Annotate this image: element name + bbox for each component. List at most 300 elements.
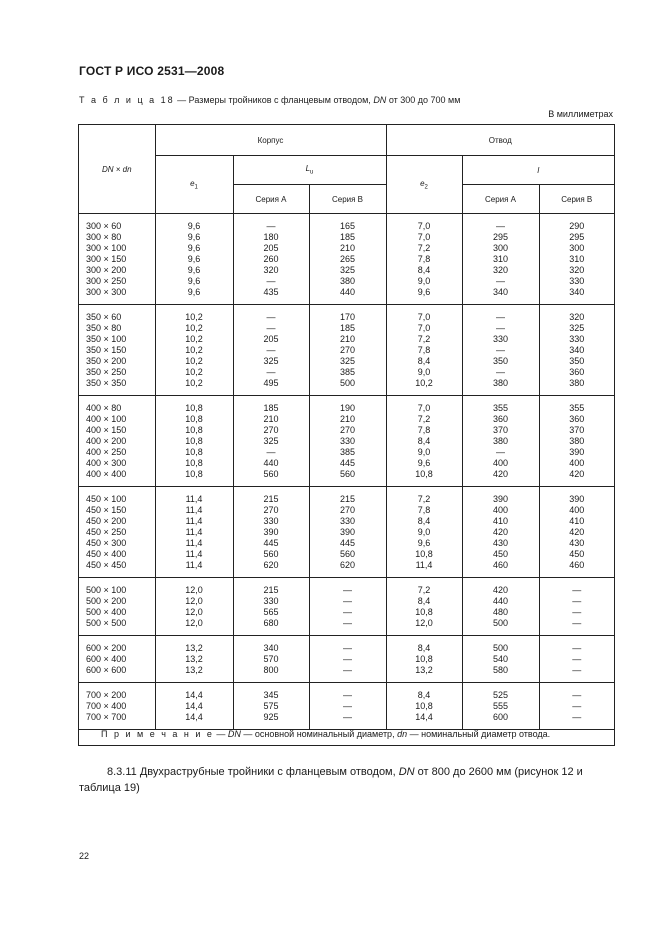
table-cell: 11,4 (386, 560, 462, 578)
table-cell: 445 (309, 538, 386, 549)
table-cell: 270 (309, 345, 386, 356)
table-cell: 385 (309, 367, 386, 378)
table-cell: 215 (309, 487, 386, 506)
table-cell: 370 (462, 425, 539, 436)
table-cell: 7,2 (386, 334, 462, 345)
table-cell: 450 × 300 (86, 538, 127, 548)
table-cell: 400 × 250 (86, 447, 127, 457)
table-cell: 7,2 (386, 414, 462, 425)
table-cell: 380 (539, 378, 614, 396)
table-cell: 385 (309, 447, 386, 458)
table-cell: 400 (539, 505, 614, 516)
table-cell: — (233, 214, 309, 233)
table-cell: 11,4 (155, 560, 233, 578)
table-row (79, 607, 614, 618)
table-cell: 210 (309, 414, 386, 425)
table-row (79, 356, 614, 367)
table-cell: 7,8 (386, 254, 462, 265)
table-cell: 14,4 (155, 701, 233, 712)
table-cell: 10,8 (155, 458, 233, 469)
table-cell: 300 (539, 243, 614, 254)
table-cell: 355 (462, 396, 539, 415)
table-cell: 320 (539, 305, 614, 324)
table-cell: 10,8 (386, 701, 462, 712)
table-cell: 190 (309, 396, 386, 415)
table-cell: 10,2 (155, 305, 233, 324)
table-cell: 500 × 400 (86, 607, 127, 617)
table-label: Т а б л и ц а 18 (79, 95, 175, 105)
table-cell: 11,4 (155, 487, 233, 506)
table-cell: 600 × 200 (86, 643, 127, 653)
table-cell: 500 × 500 (79, 618, 155, 636)
head-l: l (462, 156, 614, 185)
table-cell: 390 (539, 447, 614, 458)
table-cell: 10,8 (155, 396, 233, 415)
table-cell: 575 (233, 701, 309, 712)
table-cell: 500 (462, 636, 539, 655)
table-cell: 700 × 400 (86, 701, 127, 711)
table-cell: 400 × 400 (79, 469, 155, 487)
table-cell: 330 (462, 334, 539, 345)
table-row (79, 487, 614, 506)
table-cell: 680 (233, 618, 309, 636)
table-row (79, 334, 614, 345)
table-cell: 210 (309, 334, 386, 345)
table-cell: 180 (233, 232, 309, 243)
table-cell: 10,2 (155, 345, 233, 356)
table-row (79, 527, 614, 538)
table-cell: 360 (462, 414, 539, 425)
table-cell: — (309, 596, 386, 607)
table-cell: 8,4 (386, 265, 462, 276)
table-row (79, 214, 614, 233)
table-cell: 400 (539, 458, 614, 469)
table-row (79, 425, 614, 436)
table-row (79, 683, 614, 702)
table-cell: 325 (539, 323, 614, 334)
table-cell: 620 (233, 560, 309, 578)
table-cell: 430 (539, 538, 614, 549)
table-cell: 450 × 200 (86, 516, 127, 526)
table-cell: 350 × 250 (86, 367, 127, 377)
table-cell: 560 (233, 549, 309, 560)
table-cell: 10,8 (155, 436, 233, 447)
table-cell: 620 (309, 560, 386, 578)
table-cell: 205 (233, 334, 309, 345)
table-row (79, 232, 614, 243)
units-label: В миллиметрах (548, 109, 613, 119)
table-cell: 12,0 (155, 618, 233, 636)
table-row (79, 636, 614, 655)
table-cell: 11,4 (155, 527, 233, 538)
table-cell: 330 (233, 516, 309, 527)
table-cell: 9,6 (155, 276, 233, 287)
table-cell: 10,8 (155, 425, 233, 436)
table-cell: 7,0 (386, 323, 462, 334)
table-cell: 390 (233, 527, 309, 538)
table-cell: — (309, 712, 386, 730)
table-cell: 420 (462, 527, 539, 538)
table-cell: 420 (462, 469, 539, 487)
table-cell: — (233, 447, 309, 458)
table-cell: — (462, 214, 539, 233)
table-cell: 295 (462, 232, 539, 243)
table-row (79, 378, 614, 396)
table-cell: 500 (462, 618, 539, 636)
table-cell: 11,4 (155, 516, 233, 527)
table-cell: 500 (309, 378, 386, 396)
table-row (79, 596, 614, 607)
table-row (79, 305, 614, 324)
table-cell: — (539, 665, 614, 683)
table-cell: 360 (539, 414, 614, 425)
table-cell: 7,2 (386, 243, 462, 254)
table-cell: 380 (309, 276, 386, 287)
table-cell: — (309, 578, 386, 597)
table-cell: 345 (233, 683, 309, 702)
table-cell: — (233, 305, 309, 324)
table-cell: 9,0 (386, 527, 462, 538)
note-dn: DN (227, 729, 241, 739)
table-cell: 8,4 (386, 516, 462, 527)
table-cell: 9,6 (386, 287, 462, 305)
table-cell: — (233, 323, 309, 334)
table-cell: 7,2 (386, 487, 462, 506)
table-cell: 9,0 (386, 447, 462, 458)
table-cell: 435 (233, 287, 309, 305)
table-cell: 800 (233, 665, 309, 683)
table-cell: 560 (309, 469, 386, 487)
table-cell: — (539, 578, 614, 597)
head-e1: $e_1$ (155, 156, 233, 214)
table-cell: — (539, 712, 614, 730)
table-cell: 9,0 (386, 367, 462, 378)
row-group (79, 578, 614, 636)
row-group (79, 396, 614, 487)
table-title-text-1: — Размеры тройников с фланцевым отводом, (174, 95, 374, 105)
note-label: П р и м е ч а н и е (101, 729, 214, 739)
head-branch: Отвод (386, 125, 614, 156)
table-cell: 12,0 (155, 578, 233, 597)
table-cell: 7,8 (386, 505, 462, 516)
note-dash: — (213, 729, 228, 739)
paragraph-dn: DN (398, 766, 415, 778)
table-cell: 310 (539, 254, 614, 265)
table-cell: 440 (233, 458, 309, 469)
table-cell: 400 × 80 (86, 403, 122, 413)
table-cell: 13,2 (155, 665, 233, 683)
table-row (79, 447, 614, 458)
table-cell: 12,0 (386, 618, 462, 636)
table-cell: — (539, 596, 614, 607)
table-cell: 445 (233, 538, 309, 549)
table-cell: 270 (309, 425, 386, 436)
table-cell: 10,8 (386, 469, 462, 487)
table-cell: 300 × 150 (86, 254, 127, 264)
table-cell: 440 (309, 287, 386, 305)
table-cell: 7,8 (386, 425, 462, 436)
table-cell: — (462, 345, 539, 356)
table-cell: 450 (462, 549, 539, 560)
table-cell: 10,2 (155, 367, 233, 378)
table-cell: 290 (539, 214, 614, 233)
table-cell: 350 (462, 356, 539, 367)
table-cell: 480 (462, 607, 539, 618)
table-cell: 340 (233, 636, 309, 655)
table-cell: 600 × 400 (86, 654, 127, 664)
table-row (79, 701, 614, 712)
table-cell: 9,6 (155, 287, 233, 305)
head-l-series-a: Серия А (462, 185, 539, 214)
table-row (79, 469, 614, 487)
table-cell: 400 (462, 458, 539, 469)
table-cell: 8,4 (386, 683, 462, 702)
table-title-dn: DN (373, 95, 387, 105)
table-cell: 570 (233, 654, 309, 665)
table-cell: 390 (539, 487, 614, 506)
table-cell: — (539, 636, 614, 655)
table-cell: — (309, 607, 386, 618)
table-cell: 10,2 (155, 334, 233, 345)
table-cell: 10,2 (155, 323, 233, 334)
table-cell: 350 × 350 (79, 378, 155, 396)
table-cell: 185 (309, 323, 386, 334)
table-cell: 450 × 450 (79, 560, 155, 578)
table-cell: 300 × 250 (86, 276, 127, 286)
table-row (79, 323, 614, 334)
table-cell: — (233, 345, 309, 356)
table-cell: 9,6 (155, 232, 233, 243)
table-cell: 450 × 150 (86, 505, 127, 515)
table-cell: 270 (309, 505, 386, 516)
table-cell: 350 (539, 356, 614, 367)
table-row (79, 549, 614, 560)
table-title-text-2: от 300 до 700 мм (386, 95, 461, 105)
table-row (79, 578, 614, 597)
standard-header: ГОСТ Р ИСО 2531—2008 (79, 64, 225, 78)
row-group (79, 636, 614, 683)
table-cell: 185 (309, 232, 386, 243)
table-cell: 360 (539, 367, 614, 378)
table-cell: 420 (462, 578, 539, 597)
table-cell: — (539, 701, 614, 712)
table-cell: 410 (539, 516, 614, 527)
table-cell: — (539, 607, 614, 618)
table-row (79, 414, 614, 425)
table-cell: 390 (462, 487, 539, 506)
table-cell: 300 (462, 243, 539, 254)
row-group (79, 487, 614, 578)
table-cell: 9,6 (386, 458, 462, 469)
table-cell: 370 (539, 425, 614, 436)
table-cell: 580 (462, 665, 539, 683)
note-text-1: — основной номинальный диаметр, (240, 729, 398, 739)
table-cell: 700 × 700 (79, 712, 155, 730)
table-cell: 495 (233, 378, 309, 396)
table-cell: — (539, 618, 614, 636)
table-cell: 8,4 (386, 356, 462, 367)
table-cell: 350 × 100 (86, 334, 127, 344)
table-cell: 260 (233, 254, 309, 265)
table-cell: 210 (233, 414, 309, 425)
table-row (79, 436, 614, 447)
table-row (79, 618, 614, 636)
table-cell: 320 (539, 265, 614, 276)
table-cell: 330 (539, 276, 614, 287)
table-cell: 165 (309, 214, 386, 233)
table-row (79, 538, 614, 549)
table-cell: 270 (233, 425, 309, 436)
table-cell: 7,0 (386, 214, 462, 233)
table-cell: 9,6 (155, 254, 233, 265)
head-l-series-b: Серия В (539, 185, 614, 214)
table-cell: 460 (462, 560, 539, 578)
table-cell: — (309, 636, 386, 655)
table-cell: 400 × 200 (86, 436, 127, 446)
table-cell: 330 (309, 516, 386, 527)
table-row (79, 287, 614, 305)
head-e2: $e_2$ (386, 156, 462, 214)
table-cell: 540 (462, 654, 539, 665)
row-group (79, 305, 614, 396)
table-title (79, 95, 460, 105)
table-cell: 9,6 (155, 243, 233, 254)
table-note (78, 725, 615, 746)
table-cell: 330 (309, 436, 386, 447)
table-cell: 14,4 (386, 712, 462, 730)
table-cell: 420 (539, 527, 614, 538)
table-row (79, 654, 614, 665)
table-cell: 205 (233, 243, 309, 254)
paragraph-text-2: от 800 до 2600 мм (рисунок 12 и таблица 19) (79, 766, 583, 794)
table-cell: 325 (309, 265, 386, 276)
table-row (79, 243, 614, 254)
table-row (79, 396, 614, 415)
head-lu: $L_u$ (233, 156, 386, 185)
table-cell: 10,8 (386, 607, 462, 618)
table-cell: 12,0 (155, 607, 233, 618)
table-cell: 560 (233, 469, 309, 487)
table-row (79, 276, 614, 287)
table-row (79, 367, 614, 378)
table-cell: 10,2 (155, 378, 233, 396)
table-cell: 8,4 (386, 636, 462, 655)
head-dn-dn: DN × dn (79, 125, 155, 214)
table-cell: — (309, 618, 386, 636)
table-cell: 265 (309, 254, 386, 265)
table-cell: — (462, 323, 539, 334)
section-paragraph (79, 764, 615, 796)
table-cell: 400 × 300 (86, 458, 127, 468)
table-cell: 460 (539, 560, 614, 578)
table-cell: 300 × 60 (86, 221, 122, 231)
table-cell: 7,0 (386, 232, 462, 243)
row-group (79, 683, 614, 730)
table-cell: 215 (233, 487, 309, 506)
head-lu-series-a: Серия А (233, 185, 309, 214)
table-cell: 410 (462, 516, 539, 527)
table-cell: 925 (233, 712, 309, 730)
page-number: 22 (79, 851, 90, 861)
table-cell: — (462, 447, 539, 458)
table-cell: — (462, 305, 539, 324)
table-cell: 10,8 (155, 447, 233, 458)
table-row (79, 265, 614, 276)
table-cell: 445 (309, 458, 386, 469)
table-cell: 600 × 600 (79, 665, 155, 683)
table-cell: 11,4 (155, 549, 233, 560)
row-group (79, 214, 614, 305)
table-cell: 400 × 100 (86, 414, 127, 424)
table-cell: 13,2 (386, 665, 462, 683)
table-cell: 300 × 100 (86, 243, 127, 253)
table-cell: 170 (309, 305, 386, 324)
table-cell: 440 (462, 596, 539, 607)
table-cell: 450 × 100 (86, 494, 127, 504)
table-cell: 320 (233, 265, 309, 276)
table-cell: 380 (462, 378, 539, 396)
table-cell: 500 × 200 (86, 596, 127, 606)
table-cell: 390 (309, 527, 386, 538)
table-cell: 380 (539, 436, 614, 447)
table-cell: 340 (462, 287, 539, 305)
table-cell: — (309, 701, 386, 712)
table-cell: 400 × 150 (86, 425, 127, 435)
head-body: Корпус (155, 125, 386, 156)
table-row (79, 665, 614, 683)
table-cell: 565 (233, 607, 309, 618)
table-row (79, 458, 614, 469)
table-row (79, 560, 614, 578)
table-cell: 8,4 (386, 596, 462, 607)
table-cell: 310 (462, 254, 539, 265)
table-row (79, 516, 614, 527)
table-cell: — (539, 654, 614, 665)
table-cell: 380 (462, 436, 539, 447)
table-cell: 13,2 (155, 636, 233, 655)
table-row (79, 345, 614, 356)
table-cell: — (539, 683, 614, 702)
table-cell: 350 × 150 (86, 345, 127, 355)
table-row (79, 505, 614, 516)
note-text-2: — номинальный диаметр отвода. (407, 729, 551, 739)
table-cell: 9,0 (386, 276, 462, 287)
table-cell: — (309, 665, 386, 683)
table-cell: 10,2 (386, 378, 462, 396)
table-cell: 325 (309, 356, 386, 367)
table-cell: 9,6 (155, 214, 233, 233)
table-cell: 400 (462, 505, 539, 516)
table-cell: 7,0 (386, 305, 462, 324)
table-cell: 420 (539, 469, 614, 487)
table-cell: 500 × 100 (86, 585, 127, 595)
table-cell: — (233, 276, 309, 287)
table-cell: — (309, 683, 386, 702)
table-cell: 700 × 200 (86, 690, 127, 700)
table-cell: 350 × 60 (86, 312, 122, 322)
table-cell: 325 (233, 436, 309, 447)
table-cell: 12,0 (155, 596, 233, 607)
dimensions-table (78, 124, 615, 746)
table-cell: 325 (233, 356, 309, 367)
table-cell: — (462, 367, 539, 378)
head-lu-series-b: Серия В (309, 185, 386, 214)
table-cell: 350 × 80 (86, 323, 122, 333)
paragraph-text-1: 8.3.11 Двухраструбные тройники с фланцевым отводом, (107, 766, 399, 778)
table-cell: 10,8 (155, 469, 233, 487)
table-cell: 9,6 (386, 538, 462, 549)
table-cell: 7,0 (386, 396, 462, 415)
